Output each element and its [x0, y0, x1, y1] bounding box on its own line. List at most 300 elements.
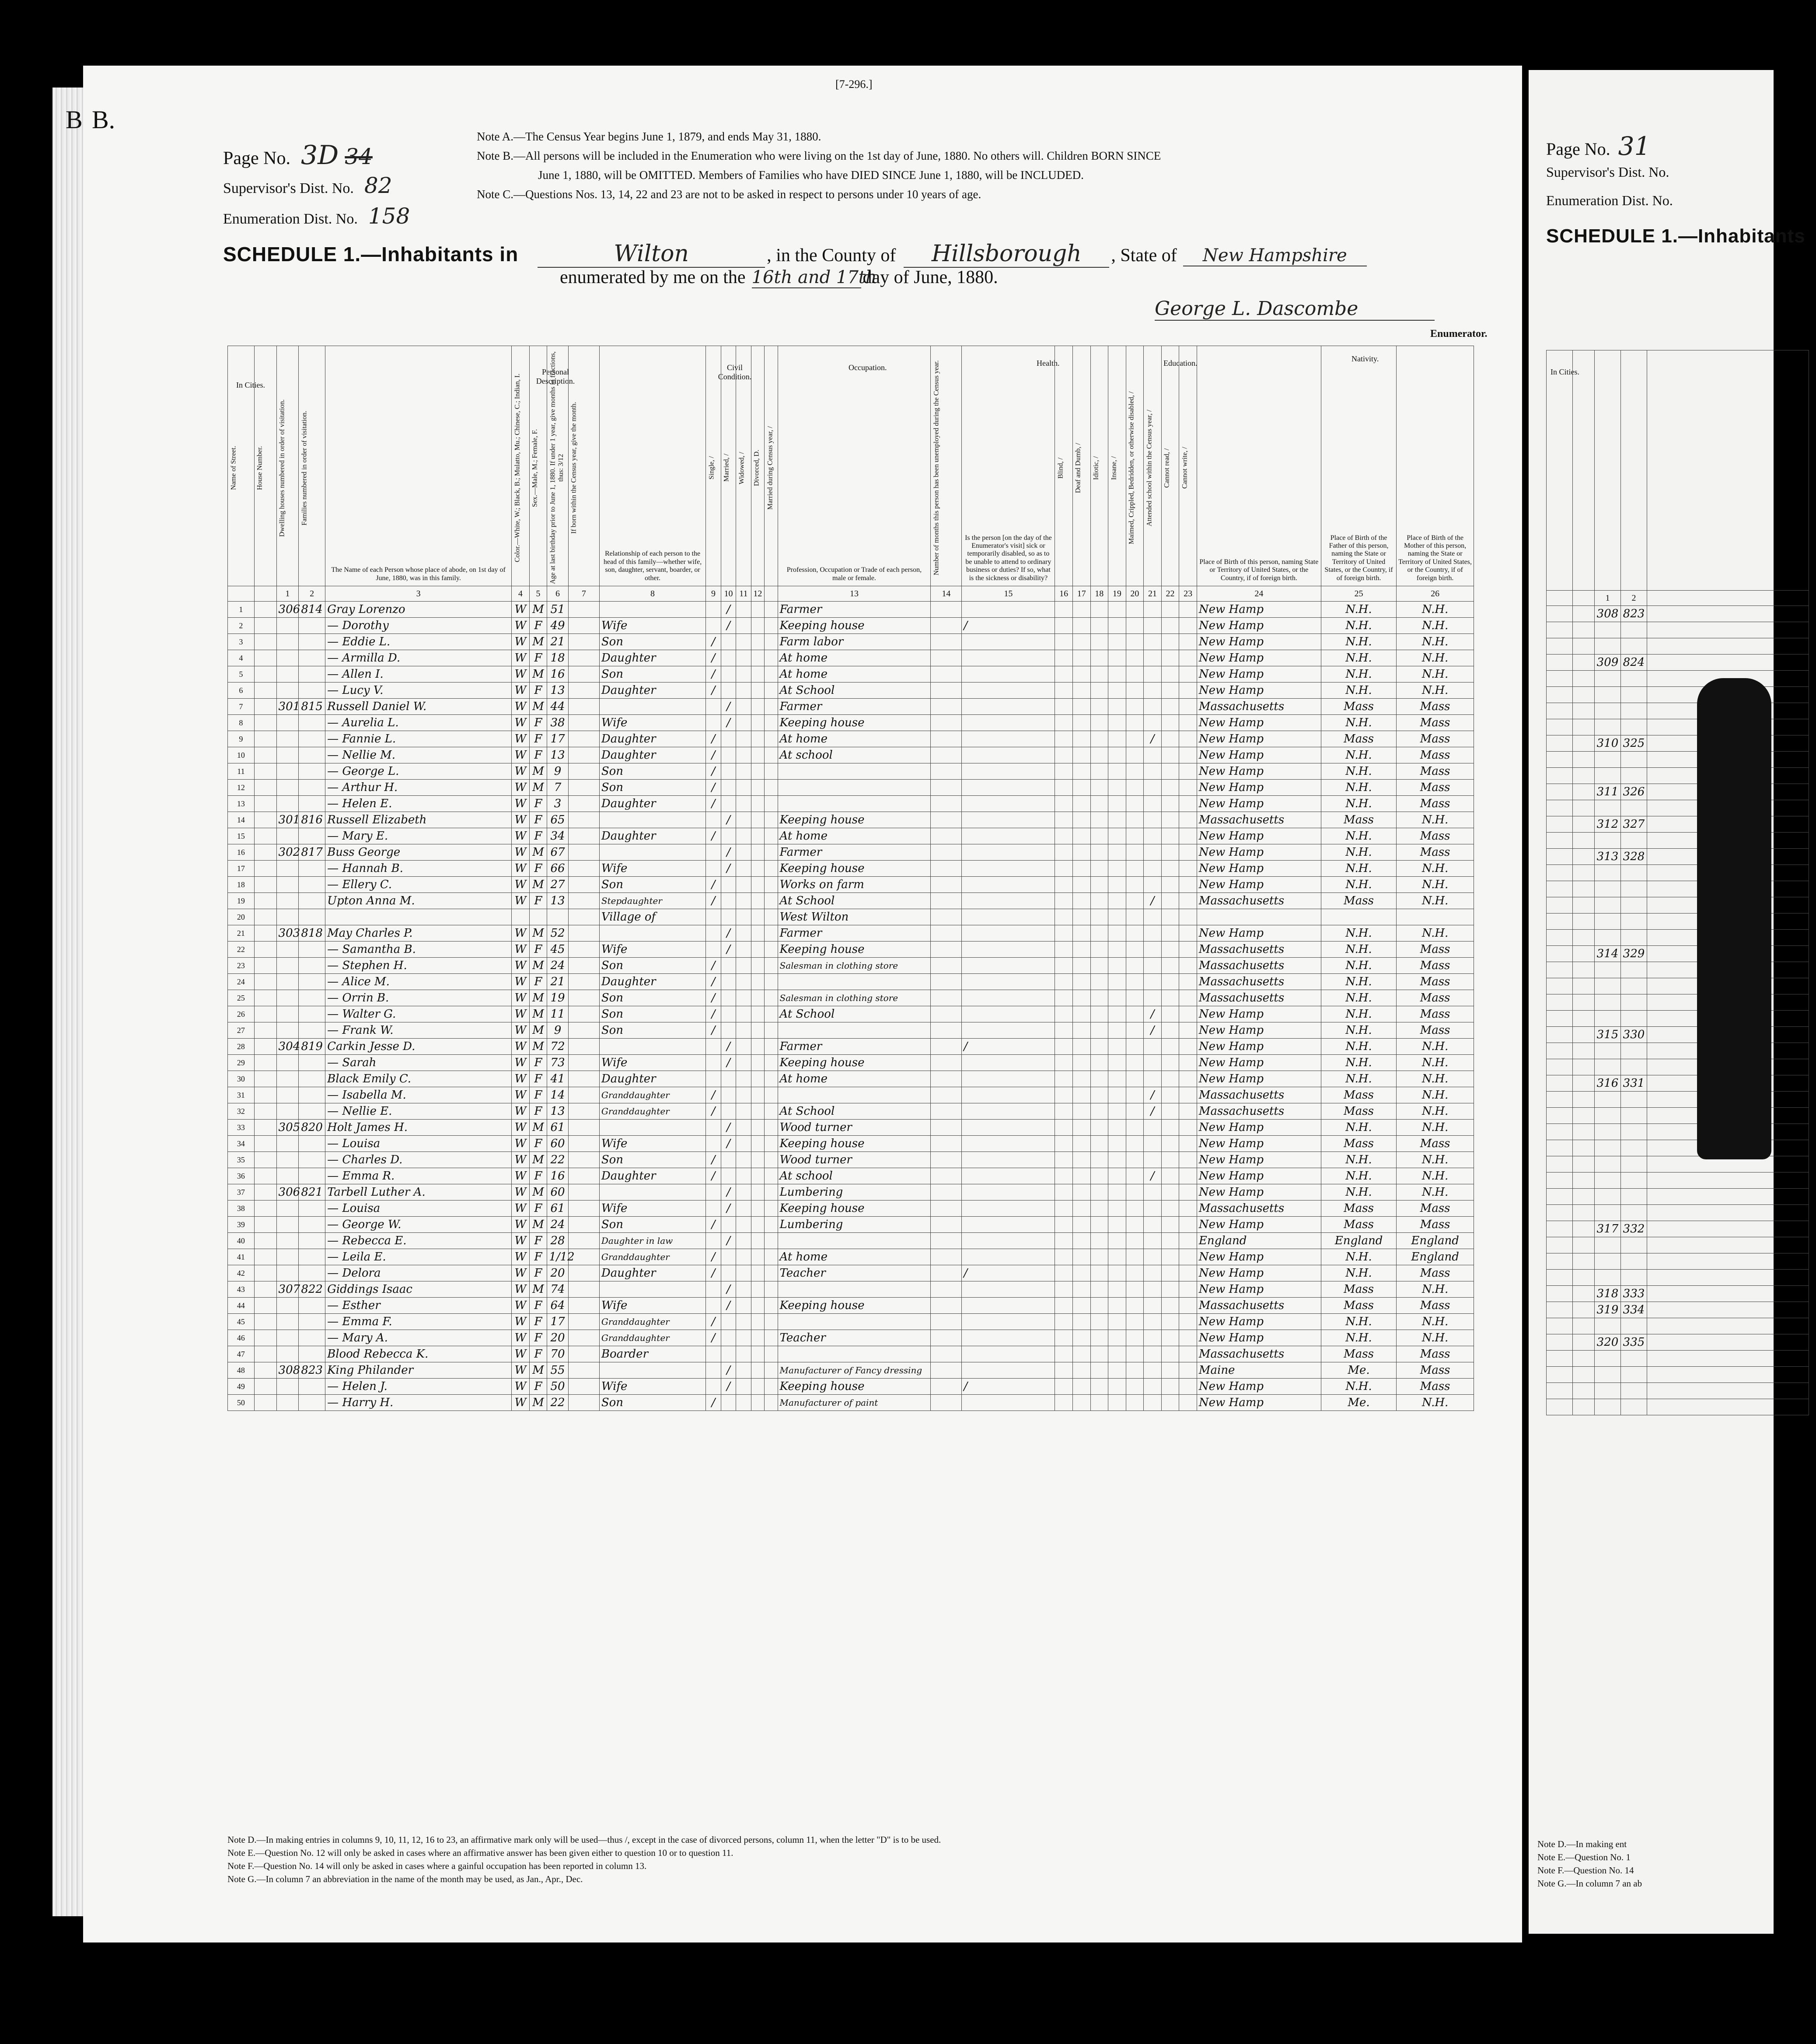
single-mark: / [706, 780, 721, 796]
single-mark [706, 1233, 721, 1249]
adjacent-cell [1547, 606, 1573, 622]
note-e: Note E.—Question No. 12 will only be asked in cases where an affirmative answer has been given either to question 10 or to question 11. [227, 1848, 733, 1858]
dwelling-number [276, 942, 299, 958]
table-row [228, 974, 1474, 990]
town-name: Wilton [538, 241, 765, 268]
married-mark [721, 990, 736, 1006]
relationship: Granddaughter [599, 1103, 705, 1120]
birthplace: Massachusetts [1197, 893, 1321, 909]
empty-cell [931, 1200, 962, 1217]
adjacent-cell [1621, 1189, 1647, 1205]
empty-cell [1108, 1006, 1126, 1022]
empty-cell [751, 1281, 764, 1298]
empty-cell [1126, 682, 1144, 699]
empty-cell [568, 1314, 599, 1330]
single-mark: / [706, 1103, 721, 1120]
empty-cell [751, 1379, 764, 1395]
empty-cell [1072, 682, 1090, 699]
empty-cell [1179, 666, 1197, 682]
empty-cell [1108, 844, 1126, 861]
empty-cell [931, 682, 962, 699]
row-number: 7 [228, 699, 255, 715]
adjacent-cell [1547, 865, 1573, 881]
row-number: 30 [228, 1071, 255, 1087]
single-mark: / [706, 650, 721, 666]
empty-cell [1055, 1379, 1073, 1395]
school-mark: / [1144, 731, 1162, 747]
mother-birthplace: Mass [1397, 1362, 1474, 1379]
dwelling-number [276, 974, 299, 990]
empty-cell [765, 1362, 778, 1379]
relationship [599, 1120, 705, 1136]
row-number: 33 [228, 1120, 255, 1136]
empty-cell [736, 1362, 751, 1379]
married-mark: / [721, 925, 736, 942]
empty-cell [931, 1217, 962, 1233]
adjacent-cell [1621, 687, 1647, 703]
single-mark [706, 1120, 721, 1136]
adjacent-family-number: 333 [1621, 1286, 1647, 1302]
group-in-cities: In Cities. [236, 381, 265, 389]
adjacent-cell [1621, 622, 1647, 638]
birthplace [1197, 909, 1321, 925]
empty-cell [1179, 1298, 1197, 1314]
sex: F [529, 893, 547, 909]
empty-cell [1161, 1071, 1179, 1087]
empty-cell [1179, 1071, 1197, 1087]
adjacent-cell [1547, 978, 1573, 994]
married-mark: / [721, 1281, 736, 1298]
empty-cell [568, 925, 599, 942]
table-row [228, 731, 1474, 747]
empty-cell [1090, 1200, 1108, 1217]
empty-cell [1055, 1152, 1073, 1168]
father-birthplace: N.H. [1321, 1022, 1396, 1039]
occupation: At home [778, 731, 931, 747]
empty-cell [1126, 1120, 1144, 1136]
occupation: Manufacturer of paint [778, 1395, 931, 1411]
empty-cell [1055, 1281, 1073, 1298]
empty-cell [1161, 682, 1179, 699]
empty-cell [1072, 925, 1090, 942]
empty-cell [1161, 958, 1179, 974]
adjacent-cell [1547, 1302, 1573, 1318]
birthplace: New Hamp [1197, 1217, 1321, 1233]
empty-cell [1161, 1362, 1179, 1379]
adjacent-dwelling-number: 318 [1595, 1286, 1621, 1302]
adjacent-cell [1621, 833, 1647, 849]
empty-cell [1072, 747, 1090, 763]
empty-cell [254, 1362, 276, 1379]
empty-cell [1179, 650, 1197, 666]
sex: F [529, 731, 547, 747]
empty-cell [1126, 1152, 1144, 1168]
adjacent-cell [1621, 1318, 1647, 1334]
empty-cell [1090, 1265, 1108, 1281]
sickness [962, 1120, 1055, 1136]
adjacent-cell [1647, 1189, 1809, 1205]
school-mark [1144, 763, 1162, 780]
empty-cell [931, 1055, 962, 1071]
empty-cell [1055, 1071, 1073, 1087]
married-mark: / [721, 1200, 736, 1217]
empty-cell [1126, 1103, 1144, 1120]
sickness [962, 1362, 1055, 1379]
sex: F [529, 1136, 547, 1152]
birthplace: New Hamp [1197, 682, 1321, 699]
table-row [228, 990, 1474, 1006]
adjacent-cell [1573, 897, 1595, 914]
occupation [778, 1346, 931, 1362]
person-name: — Helen J. [325, 1379, 512, 1395]
empty-cell [1126, 796, 1144, 812]
row-number: 13 [228, 796, 255, 812]
empty-cell [1055, 780, 1073, 796]
table-row [228, 1152, 1474, 1168]
adjacent-cell [1573, 816, 1595, 833]
adjacent-cell [1573, 1205, 1595, 1221]
adjacent-cell [1573, 930, 1595, 946]
table-row [228, 1103, 1474, 1120]
mother-birthplace: Mass [1397, 763, 1474, 780]
adjacent-cell [1573, 1367, 1595, 1383]
empty-cell [1179, 1217, 1197, 1233]
empty-cell [751, 1168, 764, 1184]
adjacent-cell [1621, 1140, 1647, 1156]
empty-cell [1108, 731, 1126, 747]
empty-cell [568, 844, 599, 861]
empty-cell [1161, 844, 1179, 861]
empty-cell [568, 974, 599, 990]
empty-cell [1179, 1281, 1197, 1298]
person-name: — Fannie L. [325, 731, 512, 747]
person-name: Russell Elizabeth [325, 812, 512, 828]
family-number [299, 1055, 325, 1071]
column-number-2 [254, 586, 276, 602]
table-row [228, 812, 1474, 828]
empty-cell [1072, 1152, 1090, 1168]
adjacent-cell [1547, 1286, 1573, 1302]
row-number: 43 [228, 1281, 255, 1298]
father-birthplace: Mass [1321, 699, 1396, 715]
father-birthplace: N.H. [1321, 958, 1396, 974]
occupation: Keeping house [778, 715, 931, 731]
married-mark [721, 747, 736, 763]
adjacent-cell [1621, 768, 1647, 784]
father-birthplace: N.H. [1321, 715, 1396, 731]
dwelling-number: 304 [276, 1039, 299, 1055]
father-birthplace: N.H. [1321, 1120, 1396, 1136]
adjacent-family-number: 328 [1621, 849, 1647, 865]
age: 27 [547, 877, 569, 893]
relationship: Daughter [599, 731, 705, 747]
color: W [512, 682, 530, 699]
family-number [299, 1022, 325, 1039]
color: W [512, 1039, 530, 1055]
father-birthplace: N.H. [1321, 990, 1396, 1006]
empty-cell [1090, 909, 1108, 925]
school-mark [1144, 618, 1162, 634]
empty-cell [1055, 812, 1073, 828]
sickness [962, 731, 1055, 747]
person-name: — Samantha B. [325, 942, 512, 958]
empty-cell [1072, 1071, 1090, 1087]
mother-birthplace: N.H. [1397, 602, 1474, 618]
color: W [512, 602, 530, 618]
adjacent-cell [1595, 881, 1621, 897]
sex: F [529, 942, 547, 958]
empty-cell [931, 1233, 962, 1249]
father-birthplace: Mass [1321, 1281, 1396, 1298]
empty-cell [1072, 1265, 1090, 1281]
adjacent-in-cities: In Cities. [1551, 368, 1579, 376]
occupation [778, 796, 931, 812]
enumeration-field [223, 203, 410, 229]
dwelling-number: 301 [276, 812, 299, 828]
sex: F [529, 1314, 547, 1330]
empty-cell [1055, 1265, 1073, 1281]
mother-birthplace: N.H. [1397, 1168, 1474, 1184]
father-birthplace: Mass [1321, 1346, 1396, 1362]
empty-cell [931, 1022, 962, 1039]
adjacent-cell [1647, 1253, 1809, 1270]
column-header-11: Single, / [706, 346, 721, 586]
empty-cell [1090, 828, 1108, 844]
relationship: Son [599, 1006, 705, 1022]
adjacent-cell [1647, 1367, 1809, 1383]
birthplace: New Hamp [1197, 650, 1321, 666]
dwelling-number [276, 958, 299, 974]
adjacent-dwelling-number: 319 [1595, 1302, 1621, 1318]
empty-cell [765, 861, 778, 877]
column-number-row [228, 586, 1474, 602]
adjacent-cell [1547, 962, 1573, 978]
occupation: At School [778, 893, 931, 909]
row-number: 1 [228, 602, 255, 618]
adjacent-table-row [1547, 1351, 1809, 1367]
dwelling-number: 301 [276, 699, 299, 715]
adjacent-cell [1547, 1383, 1573, 1399]
adjacent-cell [1573, 914, 1595, 930]
adjacent-cell [1573, 752, 1595, 768]
mother-birthplace: N.H. [1397, 1281, 1474, 1298]
occupation: Keeping house [778, 942, 931, 958]
adjacent-cell [1595, 800, 1621, 816]
adjacent-cell [1647, 1205, 1809, 1221]
empty-cell [1108, 812, 1126, 828]
empty-cell [1108, 715, 1126, 731]
empty-cell [1090, 715, 1108, 731]
color: W [512, 942, 530, 958]
empty-cell [1055, 602, 1073, 618]
table-row [228, 861, 1474, 877]
adjacent-cell [1547, 719, 1573, 735]
mother-birthplace: N.H. [1397, 634, 1474, 650]
dwelling-number [276, 1103, 299, 1120]
empty-cell [751, 715, 764, 731]
adjacent-cell [1547, 994, 1573, 1011]
adjacent-cell [1621, 914, 1647, 930]
mother-birthplace: Mass [1397, 990, 1474, 1006]
empty-cell [1179, 877, 1197, 893]
empty-cell [931, 877, 962, 893]
family-number [299, 974, 325, 990]
empty-cell [1090, 1039, 1108, 1055]
empty-cell [1179, 780, 1197, 796]
adjacent-family-number: 330 [1621, 1027, 1647, 1043]
empty-cell [1108, 1298, 1126, 1314]
father-birthplace: N.H. [1321, 1152, 1396, 1168]
single-mark: / [706, 1330, 721, 1346]
state-label: , State of [1111, 245, 1177, 266]
sex: F [529, 682, 547, 699]
empty-cell [1072, 796, 1090, 812]
married-mark [721, 731, 736, 747]
empty-cell [1179, 1039, 1197, 1055]
empty-cell [751, 828, 764, 844]
birthplace: New Hamp [1197, 1314, 1321, 1330]
birthplace: New Hamp [1197, 1184, 1321, 1200]
adjacent-cell [1621, 703, 1647, 719]
empty-cell [1108, 1120, 1126, 1136]
empty-cell [751, 1039, 764, 1055]
married-mark [721, 796, 736, 812]
empty-cell [736, 925, 751, 942]
empty-cell [931, 909, 962, 925]
empty-cell [1126, 650, 1144, 666]
empty-cell [1108, 893, 1126, 909]
relationship [599, 812, 705, 828]
empty-cell [1161, 650, 1179, 666]
family-number [299, 780, 325, 796]
empty-cell [1179, 715, 1197, 731]
empty-cell [1161, 1006, 1179, 1022]
school-mark [1144, 699, 1162, 715]
single-mark: / [706, 1217, 721, 1233]
adjacent-cell [1595, 719, 1621, 735]
adjacent-cell [1621, 962, 1647, 978]
column-number-24: 21 [1144, 586, 1162, 602]
relationship: Son [599, 1395, 705, 1411]
empty-cell [765, 1039, 778, 1055]
person-name: Giddings Isaac [325, 1281, 512, 1298]
empty-cell [765, 747, 778, 763]
mother-birthplace: N.H. [1397, 1330, 1474, 1346]
table-row [228, 1136, 1474, 1152]
adjacent-cell [1573, 800, 1595, 816]
school-mark: / [1144, 1168, 1162, 1184]
empty-cell [568, 1168, 599, 1184]
color: W [512, 893, 530, 909]
empty-cell [1126, 699, 1144, 715]
empty-cell [1072, 780, 1090, 796]
adjacent-cell [1573, 654, 1595, 671]
empty-cell [254, 812, 276, 828]
adjacent-cell [1573, 946, 1595, 962]
age: 9 [547, 763, 569, 780]
empty-cell [736, 1314, 751, 1330]
sickness [962, 747, 1055, 763]
empty-cell [1055, 958, 1073, 974]
empty-cell [1179, 893, 1197, 909]
single-mark [706, 925, 721, 942]
father-birthplace: N.H. [1321, 682, 1396, 699]
empty-cell [1108, 1039, 1126, 1055]
father-birthplace: Mass [1321, 1298, 1396, 1314]
father-birthplace: N.H. [1321, 634, 1396, 650]
empty-cell [568, 1120, 599, 1136]
occupation [778, 780, 931, 796]
adjacent-dwelling-number: 314 [1595, 946, 1621, 962]
empty-cell [568, 812, 599, 828]
mother-birthplace: N.H. [1397, 1039, 1474, 1055]
sickness [962, 958, 1055, 974]
dwelling-number [276, 1200, 299, 1217]
adjacent-cell [1595, 1383, 1621, 1399]
empty-cell [765, 812, 778, 828]
empty-cell [1126, 1281, 1144, 1298]
empty-cell [1055, 1217, 1073, 1233]
empty-cell [1055, 1395, 1073, 1411]
relationship: Son [599, 666, 705, 682]
table-row [228, 1346, 1474, 1362]
age: 51 [547, 602, 569, 618]
table-row [228, 1265, 1474, 1281]
dwelling-number [276, 682, 299, 699]
empty-cell [568, 909, 599, 925]
empty-cell [254, 1152, 276, 1168]
table-row [228, 1168, 1474, 1184]
empty-cell [751, 1087, 764, 1103]
sickness [962, 1233, 1055, 1249]
empty-cell [1126, 731, 1144, 747]
occupation: Keeping house [778, 1298, 931, 1314]
adjacent-cell [1595, 1399, 1621, 1415]
table-row [228, 1039, 1474, 1055]
empty-cell [931, 1039, 962, 1055]
mother-birthplace: Mass [1397, 844, 1474, 861]
empty-cell [1108, 1265, 1126, 1281]
empty-cell [1108, 1184, 1126, 1200]
single-mark [706, 909, 721, 925]
sex: M [529, 1395, 547, 1411]
row-number: 27 [228, 1022, 255, 1039]
empty-cell [1179, 1120, 1197, 1136]
birthplace: New Hamp [1197, 1395, 1321, 1411]
adjacent-cell [1547, 849, 1573, 865]
birthplace: New Hamp [1197, 828, 1321, 844]
row-number: 25 [228, 990, 255, 1006]
empty-cell [568, 650, 599, 666]
adjacent-cell [1573, 1156, 1595, 1172]
adjacent-family-number: 325 [1621, 735, 1647, 752]
relationship [599, 1362, 705, 1379]
color: W [512, 1055, 530, 1071]
sickness [962, 763, 1055, 780]
adjacent-cell [1595, 1043, 1621, 1059]
table-row [228, 634, 1474, 650]
empty-cell [1126, 618, 1144, 634]
father-birthplace: N.H. [1321, 861, 1396, 877]
empty-cell [1126, 1022, 1144, 1039]
adjacent-footer-notes [1537, 1838, 1642, 1890]
adjacent-cell [1573, 671, 1595, 687]
column-header-29: Place of Birth of the Mother of this person, naming the State or Territory of United States, or the Country, if of foreign birth. [1397, 346, 1474, 586]
adjacent-cell [1621, 1011, 1647, 1027]
table-row [228, 618, 1474, 634]
empty-cell [1161, 1217, 1179, 1233]
age: 70 [547, 1346, 569, 1362]
